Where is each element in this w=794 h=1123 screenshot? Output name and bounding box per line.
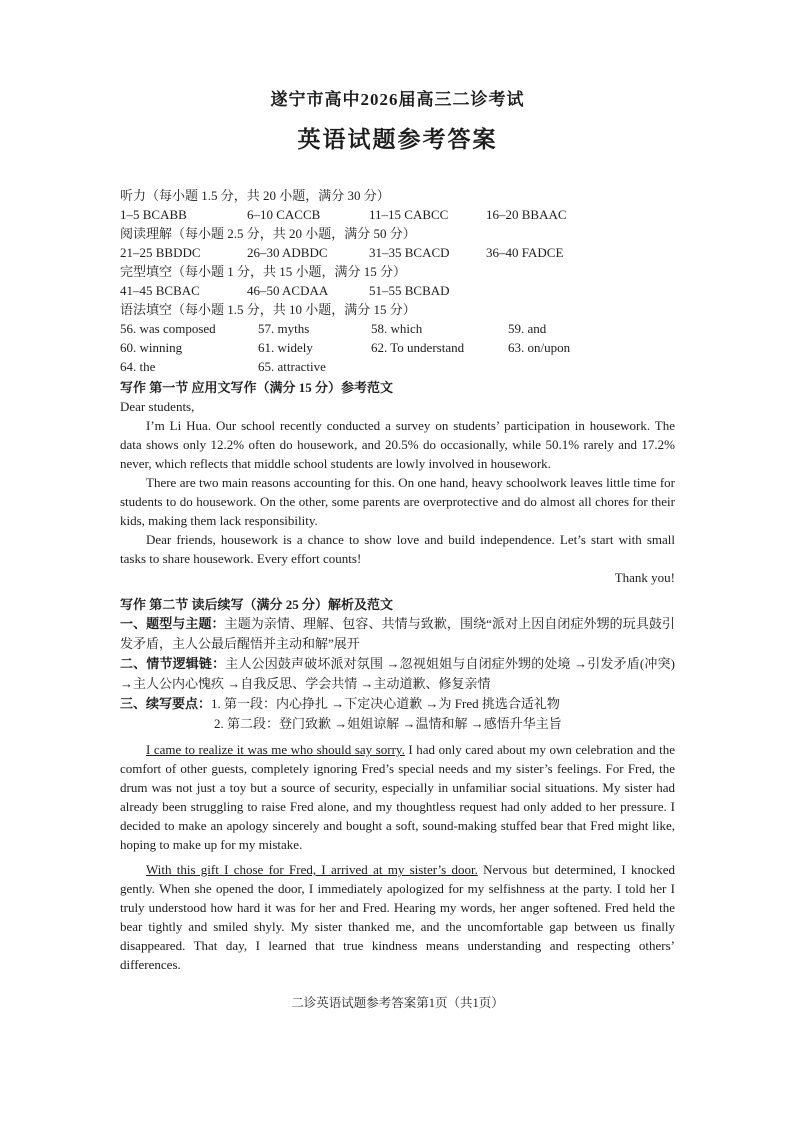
analysis-text: 主题为亲情、理解、包容、共情与致歉，围绕“派对上因自闭症外甥的玩具鼓引发矛盾，主人公最后醒悟并主动和解”展开 — [120, 616, 675, 651]
analysis-label: 三、续写要点： — [120, 696, 212, 711]
analysis-text: 主人公因鼓声破坏派对氛围 →忽视姐姐与自闭症外甥的处境 →引发矛盾(冲突) →主人公内心愧疚 →自我反思、学会共情 →主动道歉、修复亲情 — [120, 656, 675, 691]
answer-cell: 61. widely — [258, 340, 313, 355]
answer-cell: 16–20 BBAAC — [486, 207, 567, 222]
letter-salutation: Dear students, — [120, 399, 195, 414]
analysis-label: 一、题型与主题： — [120, 616, 225, 631]
reading-section-heading: 阅读理解（每小题 2.5 分，共 20 小题，满分 50 分） — [120, 226, 416, 241]
letter-paragraph: I’m Li Hua. Our school recently conducted a survey on students’ participation in housework. The data shows only 12.2% often do housework, and 20.5% do occasionally, while 50.1% rarely and 17.2% never, which reflects that middle school students are lowly involved in housework. — [120, 418, 675, 471]
continuation-text: I had only cared about my own celebration and the comfort of other guests, completely ignoring Fred’s special needs and my sister’s feelings. For Fred, the drum was not just a toy but a source of security, especially in unfamiliar social situations. My sister had already been struggling to raise Fred alone, and my thoughtless request had only added to her pressure. I decided to make an apology sincerely and bought a soft, sound-making stuffed bear that Fred might like, hoping to make up for my mistake. — [120, 742, 675, 852]
letter-paragraph: There are two main reasons accounting for this. On one hand, heavy schoolwork leaves little time for students to do housework. On the other, some parents are overprotective and do almost all chores for their kids, making them lack responsibility. — [120, 475, 675, 528]
analysis-line-key-points-2 — [214, 714, 675, 734]
exam-title: 遂宁市高中2026届高三二诊考试 — [270, 90, 525, 109]
continuation-paragraph — [120, 740, 675, 854]
cloze-answers-row — [120, 281, 675, 300]
answer-cell: 57. myths — [258, 321, 310, 336]
answer-cell: 11–15 CABCC — [369, 207, 449, 222]
analysis-line-theme — [120, 614, 675, 654]
given-lead-sentence: I came to realize it was me who should say sorry. — [146, 742, 405, 757]
answer-cell: 62. To understand — [371, 340, 465, 355]
continuation-text: Nervous but determined, I knocked gently. When she opened the door, I immediately apologized for my selfishness at the party. I told her I truly understood how hard it was for her and Fred. Hearing my words, her anger softened. Fred held the bear tightly and smiled shyly. My sister thanked me, and the uncomfortable gap between us finally disappeared. That day, I learned that true kindness means understanding and respecting others’ differences. — [120, 862, 675, 972]
letter-closing: Thank you! — [614, 570, 675, 585]
given-lead-sentence: With this gift I chose for Fred, I arrived at my sister’s door. — [146, 862, 478, 877]
answer-cell — [486, 281, 675, 300]
listening-answers-row — [120, 205, 675, 224]
grammar-answers-row — [120, 357, 675, 376]
answer-key-body — [120, 186, 675, 1013]
grammar-answers-row — [120, 319, 675, 338]
answer-cell: 51–55 BCBAD — [369, 283, 450, 298]
answer-cell: 64. the — [120, 359, 156, 374]
answer-cell: 21–25 BBDDC — [120, 245, 201, 260]
letter-paragraph: Dear friends, housework is a chance to show love and build independence. Let’s start with small tasks to share housework. Every effort counts! — [120, 532, 675, 566]
analysis-text: 2. 第二段：登门致歉 →姐姐谅解 →温情和解 →感悟升华主旨 — [214, 716, 562, 731]
answer-cell: 46–50 ACDAA — [247, 283, 329, 298]
answer-cell: 59. and — [508, 321, 547, 336]
answer-cell: 31–35 BCACD — [369, 245, 450, 260]
analysis-line-key-points — [120, 694, 675, 714]
cloze-section-heading: 完型填空（每小题 1 分，共 15 小题，满分 15 分） — [120, 264, 407, 279]
writing1-section-heading: 写作 第一节 应用文写作（满分 15 分）参考范文 — [120, 380, 394, 395]
listening-section-heading: 听力（每小题 1.5 分，共 20 小题，满分 30 分） — [120, 188, 390, 203]
answer-cell: 26–30 ADBDC — [247, 245, 328, 260]
answer-cell: 56. was composed — [120, 321, 216, 336]
answer-cell: 63. on/upon — [508, 340, 571, 355]
analysis-label: 二、情节逻辑链： — [120, 656, 226, 671]
grammar-section-heading: 语法填空（每小题 1.5 分，共 10 小题，满分 15 分） — [120, 302, 416, 317]
analysis-line-plot-chain — [120, 654, 675, 694]
answer-cell — [508, 357, 675, 376]
answer-cell: 65. attractive — [258, 359, 326, 374]
answer-cell: 1–5 BCABB — [120, 207, 187, 222]
answer-cell — [371, 357, 508, 376]
answer-cell: 6–10 CACCB — [247, 207, 321, 222]
answer-cell: 41–45 BCBAC — [120, 283, 200, 298]
analysis-text: 1. 第一段：内心挣扎 →下定决心道歉 →为 Fred 挑选合适礼物 — [211, 696, 560, 711]
page-footer: 二诊英语试题参考答案第1页（共1页） — [291, 996, 504, 1010]
reading-answers-row — [120, 243, 675, 262]
answer-cell: 60. winning — [120, 340, 183, 355]
writing2-section-heading: 写作 第二节 读后续写（满分 25 分）解析及范文 — [120, 597, 394, 612]
continuation-paragraph — [120, 860, 675, 974]
answer-cell: 58. which — [371, 321, 423, 336]
grammar-answers-row — [120, 338, 675, 357]
answer-cell: 36–40 FADCE — [486, 245, 564, 260]
page-title: 英语试题参考答案 — [297, 127, 498, 152]
